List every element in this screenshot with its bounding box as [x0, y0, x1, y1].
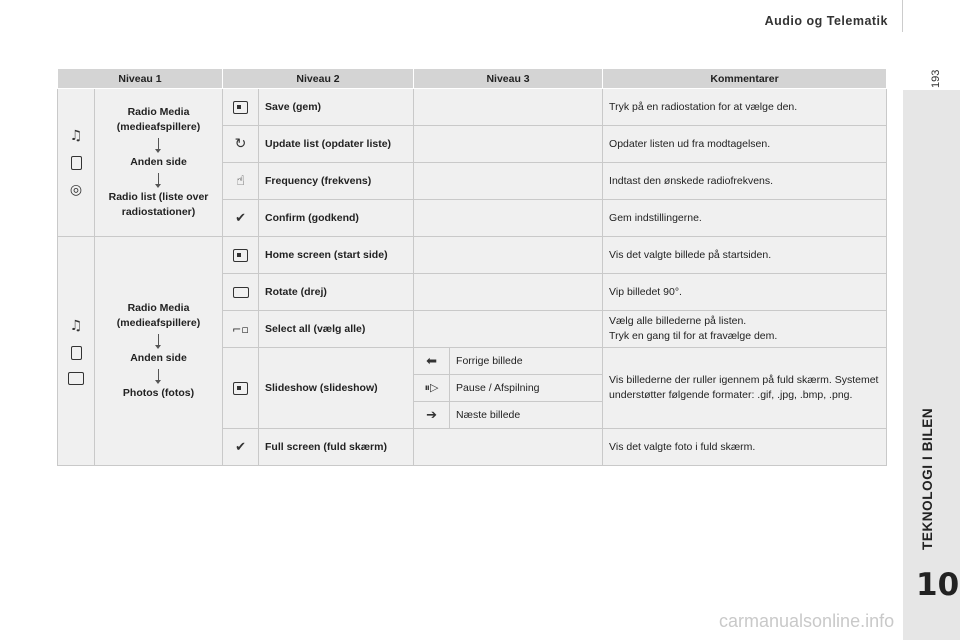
media-icon: ♫ [69, 317, 83, 334]
page-icon [58, 346, 94, 360]
level2-line: Photos (fotos) [122, 387, 195, 399]
chapter-side-strip [903, 90, 960, 640]
menu-item-name: Save (gem) [259, 89, 414, 126]
level2-path-cell [95, 89, 223, 237]
arrow-down-icon [158, 138, 159, 150]
header-niveau-1: Niveau 1 [58, 69, 223, 89]
menu-item-comment: Vip billedet 90°. [603, 274, 887, 311]
comment-line: Tryk en gang til for at fravælge dem. [609, 330, 778, 342]
menu-item-name: Slideshow (slideshow) [259, 348, 414, 429]
chapter-label: TEKNOLOGI I BILEN [920, 407, 935, 550]
frequency-icon: ☝ [223, 163, 259, 200]
level2-line: Anden side [130, 156, 187, 168]
menu-item-comment: Vis det valgte foto i fuld skærm. [603, 429, 887, 466]
menu-item-name: Full screen (fuld skærm) [259, 429, 414, 466]
menu-item-comment: Opdater listen ud fra modtagelsen. [603, 126, 887, 163]
menu-item-name: Select all (vælg alle) [259, 311, 414, 348]
page-header-title: Audio og Telematik [764, 14, 888, 28]
check-icon: ✔ [223, 429, 259, 466]
level2-line: Anden side [130, 352, 187, 364]
arrow-left-icon: ⬅ [414, 348, 450, 375]
menu-item-name: Home screen (start side) [259, 237, 414, 274]
level3-empty [414, 274, 603, 311]
refresh-icon: ↻ [223, 126, 259, 163]
level1-icons-cell [58, 89, 95, 237]
media-icon: ♫ [69, 127, 83, 144]
arrow-down-icon [158, 173, 159, 185]
arrow-right-icon: ➔ [414, 402, 450, 429]
level3-empty [414, 429, 603, 466]
comment-line: Vælg alle billederne på listen. [609, 315, 747, 327]
menu-item-comment: Indtast den ønskede radiofrekvens. [603, 163, 887, 200]
level3-empty [414, 163, 603, 200]
level3-label: Pause / Afspilning [450, 375, 603, 402]
menu-item-name: Update list (opdater liste) [259, 126, 414, 163]
arrow-down-icon [158, 334, 159, 346]
menu-item-name: Frequency (frekvens) [259, 163, 414, 200]
level2-path-cell [95, 237, 223, 466]
menu-table-wrapper [57, 68, 886, 466]
slideshow-icon [223, 348, 259, 429]
pause-play-icon: ⏸▷ [414, 375, 450, 402]
level3-empty [414, 311, 603, 348]
menu-item-comment [603, 311, 887, 348]
save-icon [223, 89, 259, 126]
photo-icon [58, 372, 94, 385]
watermark: carmanualsonline.info [719, 611, 895, 631]
menu-item-name: Confirm (godkend) [259, 200, 414, 237]
level2-line: Radio Media (medieafspillere) [116, 106, 201, 133]
radio-icon: ◎ [69, 181, 83, 198]
table-header-row [58, 69, 887, 89]
chapter-number: 10 [916, 567, 960, 603]
header-divider [902, 0, 903, 32]
menu-item-name: Rotate (drej) [259, 274, 414, 311]
level3-empty [414, 89, 603, 126]
menu-item-comment: Vis billederne der ruller igennem på fuld skærm. Systemet understøtter følgende formater: .gif, .jpg, .bmp, .png. [603, 348, 887, 429]
header-niveau-2: Niveau 2 [223, 69, 414, 89]
check-icon: ✔ [223, 200, 259, 237]
table-row [58, 237, 887, 274]
level3-label: Forrige billede [450, 348, 603, 375]
header-kommentarer: Kommentarer [603, 69, 887, 89]
level2-line: Radio Media (medieafspillere) [116, 302, 201, 329]
level3-empty [414, 126, 603, 163]
level3-label: Næste billede [450, 402, 603, 429]
select-all-icon: ⌐▫ [223, 311, 259, 348]
rotate-icon [223, 274, 259, 311]
table-row [58, 89, 887, 126]
level3-empty [414, 200, 603, 237]
level2-line: Radio list (liste over radiostationer) [108, 191, 209, 218]
home-screen-icon [223, 237, 259, 274]
menu-table [57, 68, 887, 466]
menu-item-comment: Tryk på en radiostation for at vælge den. [603, 89, 887, 126]
header-niveau-3: Niveau 3 [414, 69, 603, 89]
arrow-down-icon [158, 369, 159, 381]
level1-icons-cell [58, 237, 95, 466]
page-number: 193 [930, 69, 942, 88]
menu-item-comment: Gem indstillingerne. [603, 200, 887, 237]
page-icon [58, 156, 94, 170]
menu-item-comment: Vis det valgte billede på startsiden. [603, 237, 887, 274]
level3-empty [414, 237, 603, 274]
